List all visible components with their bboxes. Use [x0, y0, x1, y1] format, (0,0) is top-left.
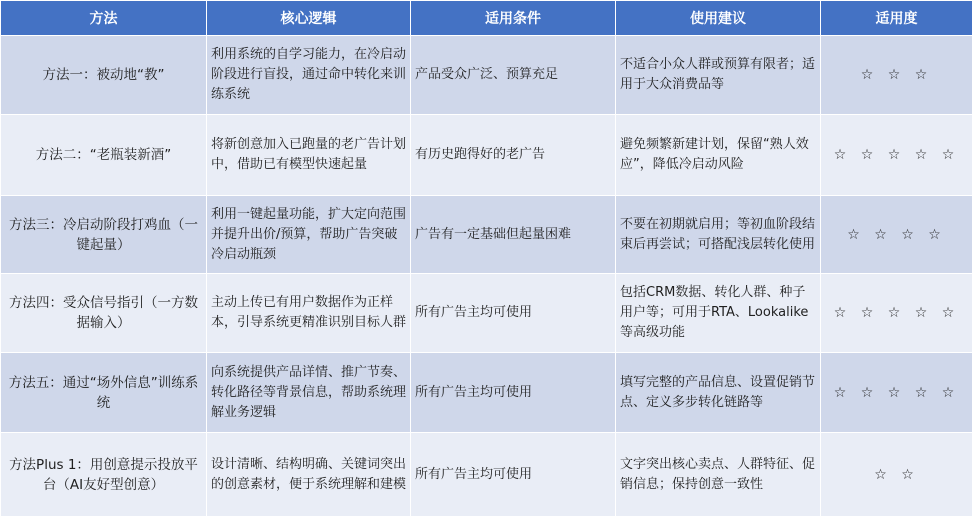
- rating-stars: ☆ ☆ ☆ ☆ ☆: [821, 274, 972, 353]
- logic-cell: 设计清晰、结构明确、关键词突出的创意素材，便于系统理解和建模: [207, 433, 411, 516]
- advice-cell: 不适合小众人群或预算有限者；适用于大众消费品等: [616, 36, 821, 115]
- advice-cell: 文字突出核心卖点、人群特征、促销信息；保持创意一致性: [616, 433, 821, 516]
- advice-cell: 包括CRM数据、转化人群、种子用户等；可用于RTA、Lookalike等高级功能: [616, 274, 821, 353]
- header-logic: 核心逻辑: [207, 1, 411, 36]
- logic-cell: 向系统提供产品详情、推广节奏、转化路径等背景信息，帮助系统理解业务逻辑: [207, 353, 411, 433]
- rating-stars: ☆ ☆ ☆ ☆ ☆: [821, 115, 972, 196]
- condition-cell: 产品受众广泛、预算充足: [411, 36, 616, 115]
- table-row: [1, 115, 972, 196]
- header-condition: 适用条件: [411, 1, 616, 36]
- condition-cell: 有历史跑得好的老广告: [411, 115, 616, 196]
- advice-cell: 不要在初期就启用；等初血阶段结束后再尝试；可搭配浅层转化使用: [616, 196, 821, 274]
- advice-cell: 填写完整的产品信息、设置促销节点、定义多步转化链路等: [616, 353, 821, 433]
- table-row: [1, 433, 972, 516]
- condition-cell: 所有广告主均可使用: [411, 274, 616, 353]
- method-cell: 方法五：通过“场外信息”训练系统: [1, 353, 207, 433]
- logic-cell: 利用一键起量功能，扩大定向范围并提升出价/预算，帮助广告突破冷启动瓶颈: [207, 196, 411, 274]
- header-method: 方法: [1, 1, 207, 36]
- method-cell: 方法Plus 1：用创意提示投放平台（AI友好型创意）: [1, 433, 207, 516]
- rating-stars: ☆ ☆ ☆: [821, 36, 972, 115]
- header-advice: 使用建议: [616, 1, 821, 36]
- method-cell: 方法四：受众信号指引（一方数据输入）: [1, 274, 207, 353]
- condition-cell: 广告有一定基础但起量困难: [411, 196, 616, 274]
- table-row: [1, 274, 972, 353]
- rating-stars: ☆ ☆ ☆ ☆: [821, 196, 972, 274]
- condition-cell: 所有广告主均可使用: [411, 353, 616, 433]
- method-cell: 方法一：被动地“教”: [1, 36, 207, 115]
- rating-stars: ☆ ☆ ☆ ☆ ☆: [821, 353, 972, 433]
- table-row: [1, 196, 972, 274]
- method-cell: 方法三：冷启动阶段打鸡血（一键起量）: [1, 196, 207, 274]
- advice-cell: 避免频繁新建计划，保留“熟人效应”，降低冷启动风险: [616, 115, 821, 196]
- rating-stars: ☆ ☆: [821, 433, 972, 516]
- logic-cell: 将新创意加入已跑量的老广告计划中，借助已有模型快速起量: [207, 115, 411, 196]
- table-row: [1, 353, 972, 433]
- header-row: [1, 1, 972, 36]
- header-rating: 适用度: [821, 1, 972, 36]
- logic-cell: 利用系统的自学习能力，在冷启动阶段进行盲投，通过命中转化来训练系统: [207, 36, 411, 115]
- method-cell: 方法二：“老瓶装新酒”: [1, 115, 207, 196]
- condition-cell: 所有广告主均可使用: [411, 433, 616, 516]
- logic-cell: 主动上传已有用户数据作为正样本，引导系统更精准识别目标人群: [207, 274, 411, 353]
- table-row: [1, 36, 972, 115]
